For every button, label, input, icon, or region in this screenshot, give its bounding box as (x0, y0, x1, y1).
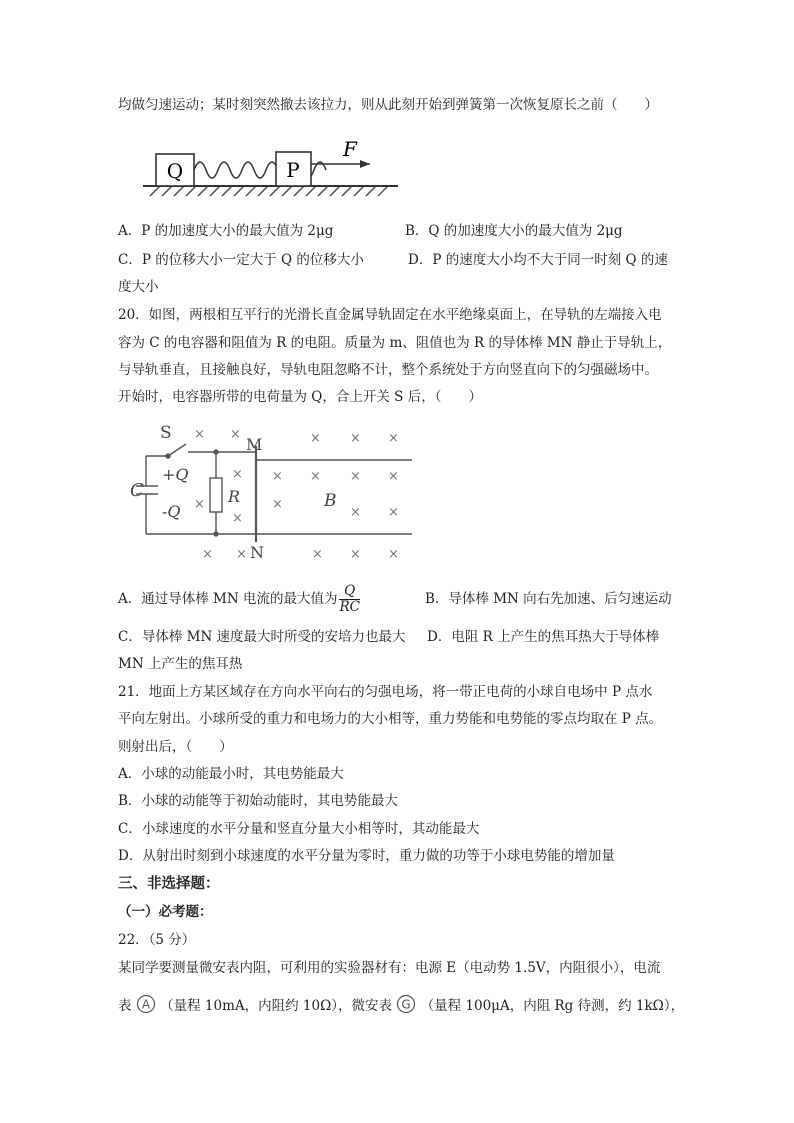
field-cross: × (232, 467, 243, 482)
field-cross: × (194, 497, 205, 512)
ground-hatch (150, 186, 388, 196)
capacitor-label: C (130, 480, 144, 501)
q21-option-c: C．小球速度的水平分量和竖直分量大小相等时，其动能最大 (118, 821, 480, 837)
field-cross: × (202, 547, 213, 562)
q21-stem-3: 则射出后，（ ） (118, 739, 233, 755)
block-q-label: Q (166, 159, 184, 183)
resistor-label: R (228, 487, 241, 506)
field-cross: × (388, 505, 399, 520)
q20-option-b: B．导体棒 MN 向右先加速、后匀速运动 (425, 591, 672, 607)
q22-stem-2b: （量程 10mA，内阻约 10Ω），微安表 (160, 998, 393, 1014)
field-cross: × (350, 505, 361, 520)
field-cross: × (388, 469, 399, 484)
field-cross: × (310, 431, 321, 446)
q20-stem-4: 开始时，电容器所带的电荷量为 Q，合上开关 S 后，（ ） (118, 389, 482, 405)
field-cross: × (388, 547, 399, 562)
ammeter-icon (136, 994, 156, 1014)
field-cross: × (310, 469, 321, 484)
field-cross: × (272, 497, 283, 512)
fraction-denominator: RC (339, 599, 360, 615)
galvanometer-icon (396, 994, 416, 1014)
q19-stem-tail: 均做匀速运动；某时刻突然撤去该拉力，则从此刻开始到弹簧第一次恢复原长之前（ ） (118, 97, 658, 113)
field-cross: × (350, 431, 361, 446)
q22-stem-1: 某同学要测量微安表内阻，可利用的实验器材有：电源 E（电动势 1.5V，内阻很小），电流 (118, 960, 661, 976)
q21-option-d: D．从射出时刻到小球速度的水平分量为零时，重力做的功等于小球电势能的增加量 (118, 848, 615, 864)
circuit-figure (124, 416, 424, 571)
field-cross: × (312, 547, 323, 562)
plus-charge-label: +Q (162, 465, 189, 484)
q20-stem-2: 容为 C 的电容器和阻值为 R 的电阻。质量为 m、阻值也为 R 的导体棒 MN 静止于导轨上， (118, 335, 672, 351)
q21-option-a: A．小球的动能最小时，其电势能最大 (118, 766, 344, 782)
field-cross: × (232, 511, 243, 526)
minus-charge-label: -Q (162, 502, 181, 521)
field-cross: × (350, 469, 361, 484)
field-cross: × (388, 431, 399, 446)
q22-header: 22．（5 分） (118, 932, 196, 948)
q19-option-d: D．P 的速度大小均不大于同一时刻 Q 的速 (408, 252, 668, 268)
q21-option-b: B．小球的动能等于初始动能时，其电势能最大 (118, 793, 398, 809)
field-cross: × (230, 427, 241, 442)
q20-stem-1: 20．如图，两根相互平行的光滑长直金属导轨固定在水平绝缘桌面上，在导轨的左端接入电 (118, 307, 662, 323)
block-p-label: P (286, 158, 300, 182)
q20-stem-3: 与导轨垂直，且接触良好，导轨电阻忽略不计，整个系统处于方向竖直向下的匀强磁场中。 (118, 362, 658, 378)
q19-option-b: B．Q 的加速度大小的最大值为 2μg (405, 223, 623, 239)
q22-stem-2 (118, 994, 684, 1015)
field-cross: × (236, 547, 247, 562)
q21-stem-2: 平向左射出。小球所受的重力和电场力的大小相等，重力势能和电势能的零点均取在 P 点。 (118, 711, 663, 727)
q20-option-c: C．导体棒 MN 速度最大时所受的安培力也最大 (118, 629, 406, 645)
section-title: 三、非选择题： (118, 875, 220, 892)
fraction-q-over-rc (339, 584, 360, 615)
field-cross: × (194, 427, 205, 442)
q20-option-d-cont: MN 上产生的焦耳热 (118, 656, 243, 672)
rod-bottom-label: N (250, 543, 264, 562)
fraction-numerator: Q (339, 584, 360, 600)
field-label: B (324, 491, 337, 511)
rod-top-label: M (246, 435, 263, 454)
q19-option-d-cont: 度大小 (118, 279, 159, 295)
q19-option-c: C．P 的位移大小一定大于 Q 的位移大小 (118, 252, 364, 268)
section-subtitle: （一）必考题： (118, 904, 213, 920)
q20-option-a (118, 584, 360, 615)
spring-block-figure (138, 134, 403, 204)
q21-stem-1: 21．地面上方某区域存在方向水平向右的匀强电场，将一带正电荷的小球自电场中 P 点水 (118, 684, 653, 700)
q20-option-a-text: A．通过导体棒 MN 电流的最大值为 (118, 591, 338, 607)
switch-label: S (160, 423, 172, 443)
force-label: F (343, 137, 357, 161)
ammeter-symbol: A (141, 997, 150, 1012)
galvanometer-symbol: G (401, 997, 411, 1012)
q19-option-a: A．P 的加速度大小的最大值为 2μg (118, 223, 334, 239)
field-cross: × (350, 547, 361, 562)
field-cross: × (272, 469, 283, 484)
q20-option-d: D．电阻 R 上产生的焦耳热大于导体棒 (427, 629, 660, 645)
q22-stem-2a: 表 (118, 998, 132, 1014)
q22-stem-2c: （量程 100μA，内阻 Rg 待测，约 1kΩ）， (420, 998, 685, 1014)
